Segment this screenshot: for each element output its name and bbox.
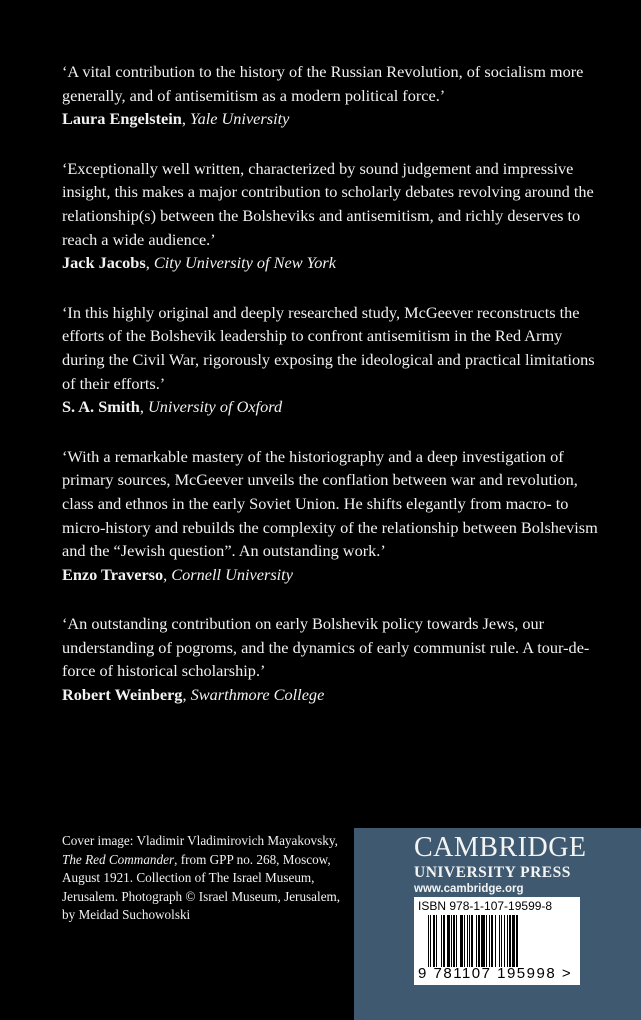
endorsement: ‘Exceptionally well written, characterized by sound judgement and impressive insight, this makes a major contribution to scholarly debates revolving around the relationship(s) between the Bolsheviks and antisemitism, and richly deserves to reach a wide audience.’ Jack Jacobs, City University of New York xyxy=(62,157,602,275)
quote-text: ‘Exceptionally well written, characterized by sound judgement and impressive insight, this makes a major contribution to scholarly debates revolving around the relationship(s) between the Bolsheviks and antisemitism, and richly deserves to reach a wide audience.’ xyxy=(62,158,594,249)
endorsement: ‘In this highly original and deeply researched study, McGeever reconstructs the efforts of the Bolshevik leadership to confront antisemitism in the Red Army during the Civil War, rigorously exposing the ideological and practical limitations of their efforts.’ S. A. Smith, University of Oxford xyxy=(62,301,602,419)
quote-affiliation: City University of New York xyxy=(153,253,336,273)
publisher-url: www.cambridge.org xyxy=(414,883,524,895)
artwork-title: The Red Commander xyxy=(62,851,175,867)
quote-text: ‘An outstanding contribution on early Bolshevik policy towards Jews, our understanding of pogroms, and the dynamics of early communist rule. A tour-de-force of historical scholarship.’ xyxy=(62,614,590,681)
quote-affiliation: Yale University xyxy=(190,109,290,129)
endorsement: ‘With a remarkable mastery of the historiography and a deep investigation of primary sources, McGeever unveils the conflation between war and revolution, class and ethnos in the early Soviet Union. He shifts elegantly from macro- to micro-history and rebuilds the complexity of the relationship between Bolshevism and the “Jewish question”. An outstanding work.’ Enzo Traverso, Cornell University xyxy=(62,445,602,587)
endorsement: ‘A vital contribution to the history of the Russian Revolution, of socialism more generally, and of antisemitism as a modern political force.’ Laura Engelstein, Yale University xyxy=(62,60,602,131)
endorsement: ‘An outstanding contribution on early Bolshevik policy towards Jews, our understanding of pogroms, and the dynamics of early communist rule. A tour-de-force of historical scholarship.’ Robert Weinberg, Swarthmore College xyxy=(62,612,602,706)
quote-text: ‘With a remarkable mastery of the historiography and a deep investigation of primary sources, McGeever unveils the conflation between war and revolution, class and ethnos in the early Soviet Union. He shifts elegantly from macro- to micro-history and rebuilds the complexity of the relationship between Bolshevism and the “Jewish question”. An outstanding work.’ xyxy=(62,446,598,561)
quote-text: ‘In this highly original and deeply researched study, McGeever reconstructs the efforts of the Bolshevik leadership to confront antisemitism in the Red Army during the Civil War, rigorously exposing the ideological and practical limitations of their efforts.’ xyxy=(62,302,595,393)
quote-author: Jack Jacobs xyxy=(62,253,146,273)
publisher-logo-subtitle: UNIVERSITY PRESS xyxy=(414,864,571,881)
quote-author: Robert Weinberg xyxy=(62,685,183,705)
quote-author: S. A. Smith xyxy=(62,397,140,417)
quote-author: Enzo Traverso xyxy=(62,564,164,584)
barcode-digits: 9 781107 195998 > xyxy=(418,965,573,982)
quote-affiliation: University of Oxford xyxy=(147,397,283,417)
quote-text: ‘A vital contribution to the history of the Russian Revolution, of socialism more generally, and of antisemitism as a modern political force.’ xyxy=(62,62,584,105)
endorsements xyxy=(62,60,602,733)
quote-affiliation: Swarthmore College xyxy=(190,685,325,705)
barcode-bars xyxy=(428,915,576,967)
publisher-panel xyxy=(354,828,641,1020)
isbn-barcode xyxy=(414,897,580,985)
cover-image-credit: Cover image: Vladimir Vladimirovich Mayakovsky, The Red Commander, from GPP no. 268, Moscow, August 1921. Collection of The Israel Museum, Jerusalem. Photograph © Israel Museum, Jerusalem, by Meidad Suchowolski xyxy=(62,833,341,923)
quote-affiliation: Cornell University xyxy=(171,564,293,584)
isbn-label: ISBN 978-1-107-19599-8 xyxy=(418,899,553,913)
publisher-logo: CAMBRIDGE xyxy=(414,832,587,863)
quote-author: Laura Engelstein xyxy=(62,109,182,129)
